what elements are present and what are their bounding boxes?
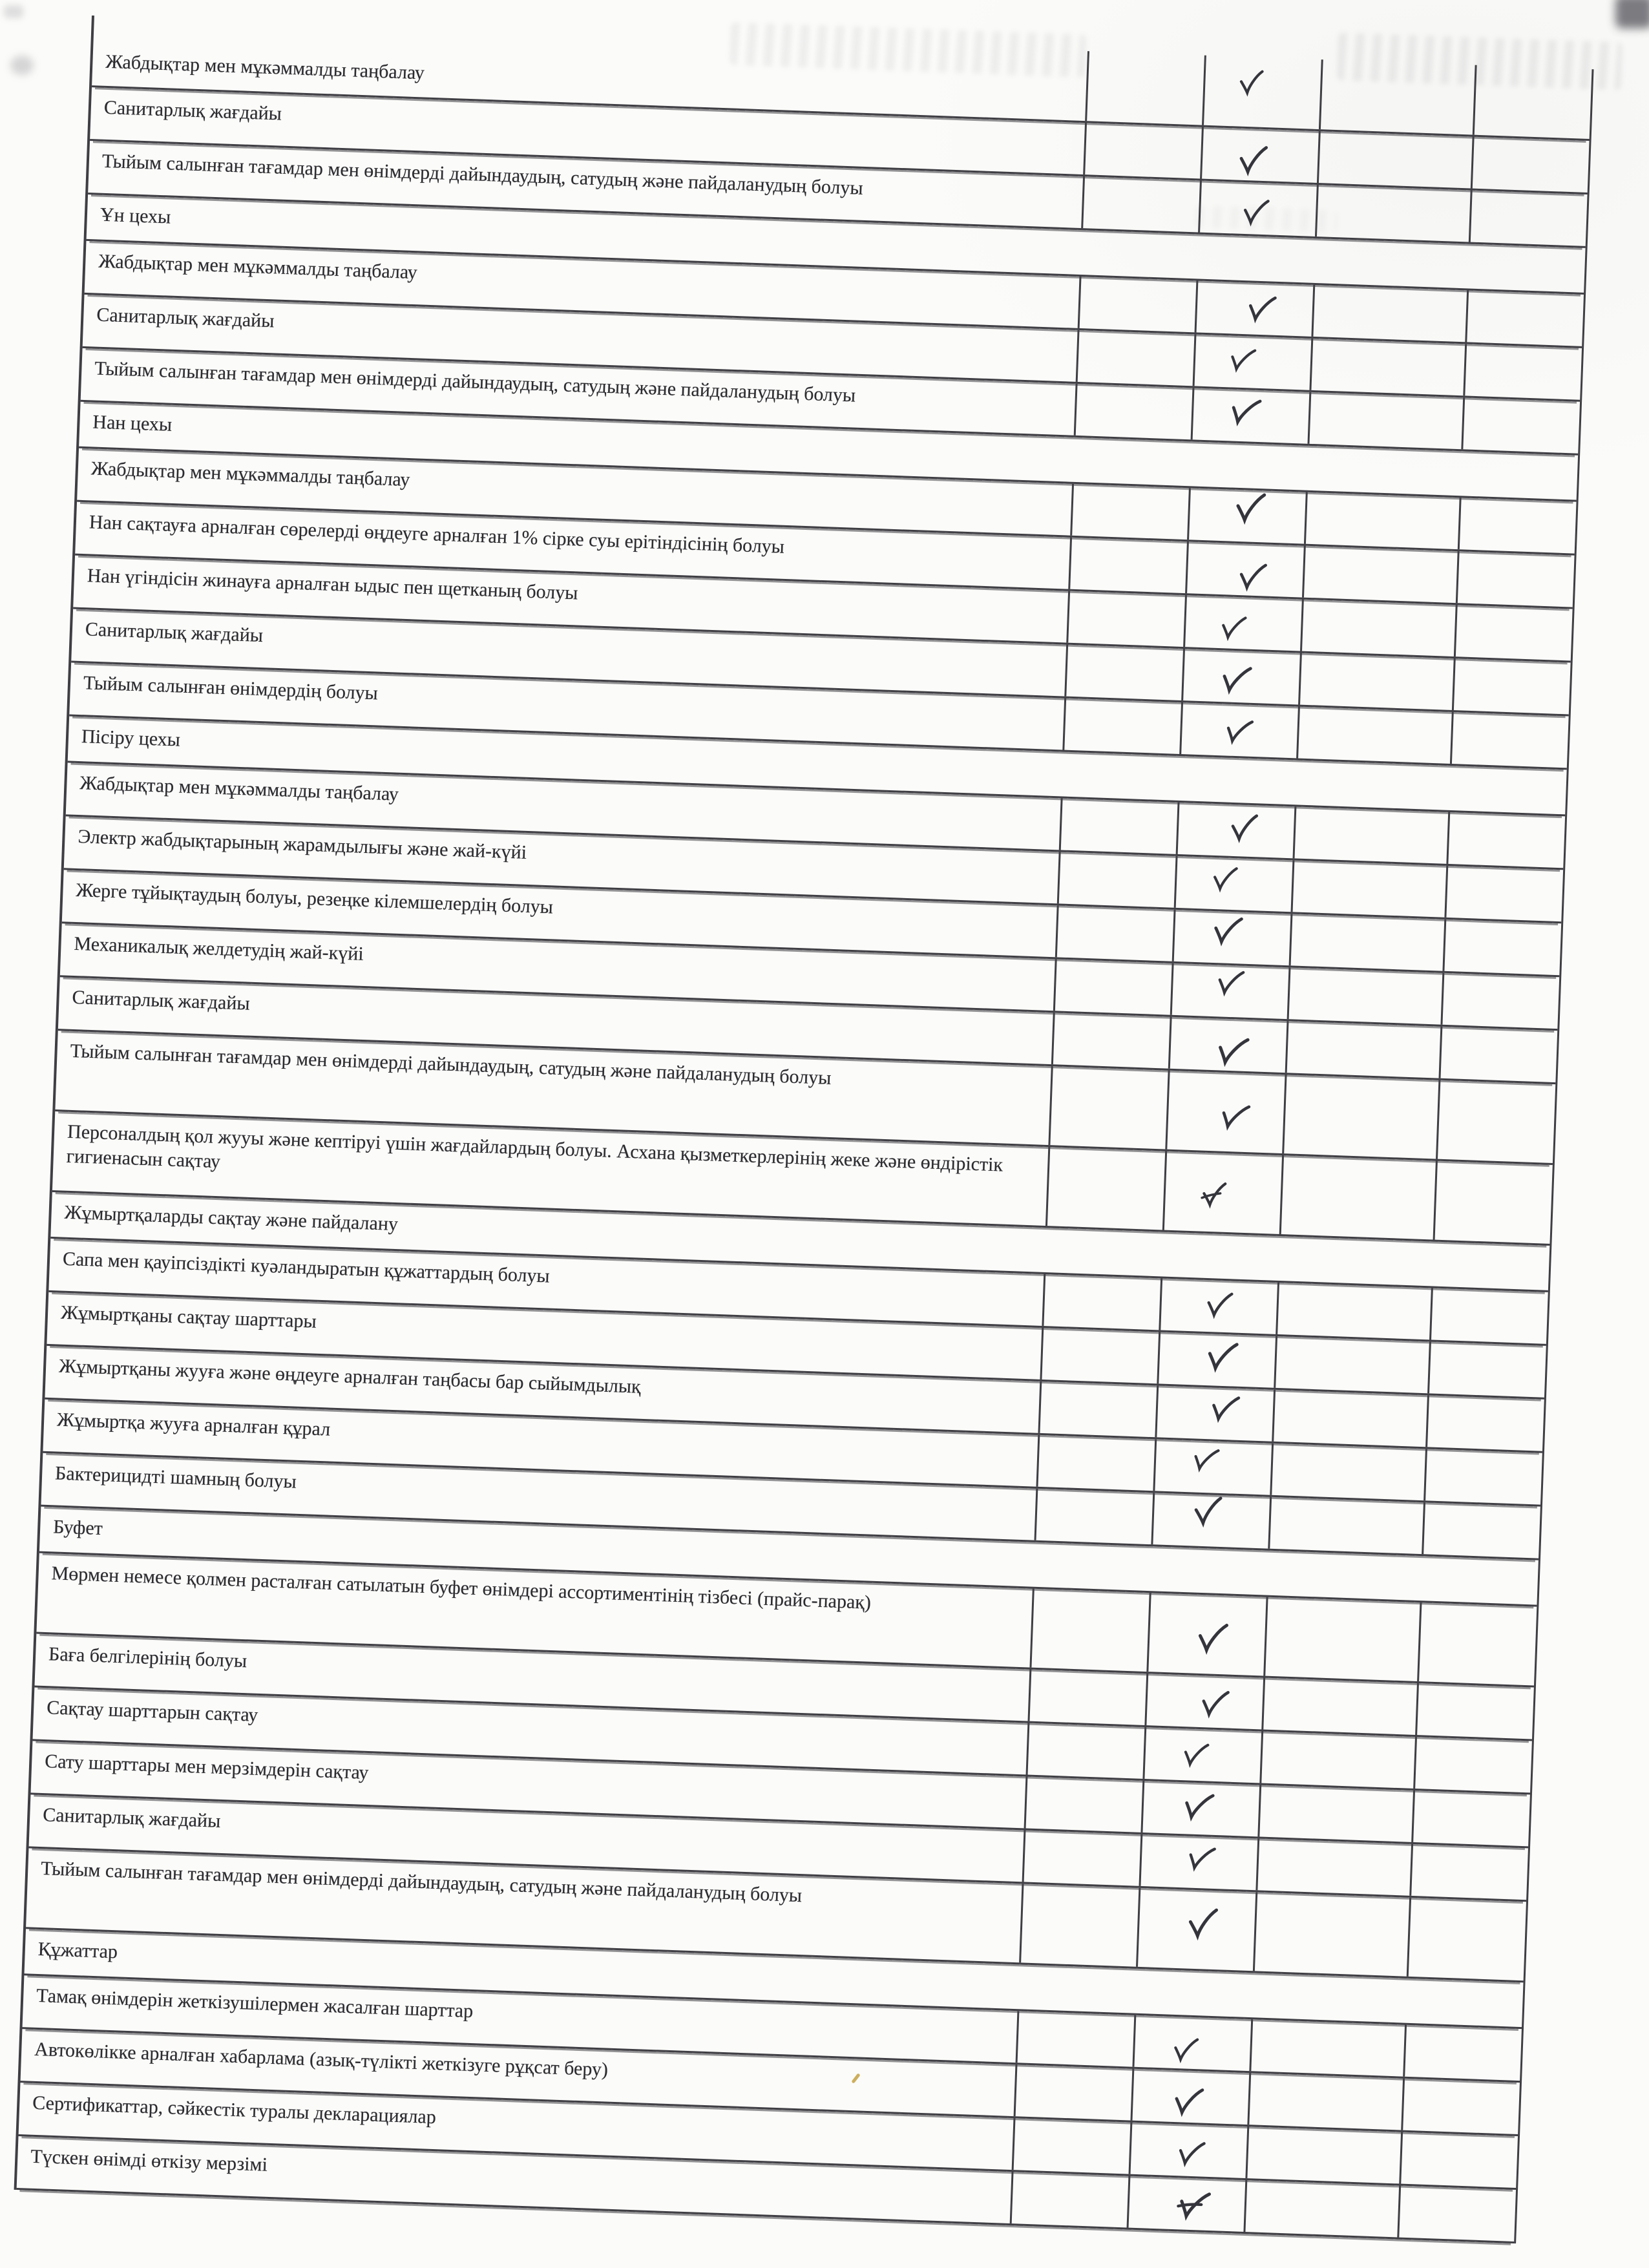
grade-cell-2 xyxy=(1136,1888,1255,1971)
grade-cell-4 xyxy=(1440,973,1559,1029)
criteria-cell: Тамақ өнімдерін жеткізушілермен жасалған шарттар xyxy=(36,1984,474,2022)
grade-cell-2 xyxy=(1176,803,1295,858)
criteria-cell: Сапа мен қауіпсіздікті куәландыратын құжаттардың болуы xyxy=(62,1248,551,1287)
grade-cell-1 xyxy=(1048,1066,1168,1149)
grade-cell-4 xyxy=(1446,812,1565,868)
grade-cell-2 xyxy=(1200,127,1319,183)
grade-cell-3 xyxy=(1282,1075,1438,1159)
grade-cell-4 xyxy=(1413,1737,1532,1792)
section-title-cell: Жұмыртқаларды сақтау және пайдалану xyxy=(64,1201,399,1235)
grade-cell-4 xyxy=(1417,1602,1537,1685)
criteria-cell: Жұмыртқаны жууға және өңдеуге арналған таңбасы бар сыйымдылық xyxy=(58,1355,642,1398)
checkmark-icon xyxy=(1206,1392,1245,1427)
grade-cell-3 xyxy=(1249,2019,1405,2076)
grade-cell-1 xyxy=(1066,591,1185,647)
grade-cell-1 xyxy=(1045,1147,1165,1230)
section-title-cell: Ұн цехы xyxy=(100,204,171,228)
grade-cell-1 xyxy=(1064,645,1183,700)
grade-cell-4 xyxy=(1454,605,1573,660)
checkmark-icon xyxy=(1169,2085,1208,2119)
grade-cell-2 xyxy=(1159,1278,1277,1334)
grade-cell-2 xyxy=(1202,56,1321,129)
scan-artifact-top-right xyxy=(1615,0,1649,28)
grade-cell-3 xyxy=(1257,1785,1413,1842)
grade-cell-2 xyxy=(1195,280,1314,336)
grade-cell-2 xyxy=(1132,2015,1251,2071)
grade-cell-3 xyxy=(1274,1336,1429,1393)
checkmark-icon xyxy=(1188,1495,1228,1529)
grade-cell-2 xyxy=(1140,1781,1259,1836)
grade-cell-1 xyxy=(1062,698,1181,754)
grade-cell-3 xyxy=(1296,706,1452,763)
grade-cell-2 xyxy=(1142,1727,1261,1783)
checkmark-icon xyxy=(1193,1622,1233,1656)
grade-cell-4 xyxy=(1463,344,1582,399)
grade-cell-1 xyxy=(1028,1670,1147,1725)
criteria-cell: Жабдықтар мен мұкәммалды таңбалау xyxy=(105,50,425,84)
grade-cell-1 xyxy=(1029,1589,1149,1672)
checkmark-icon xyxy=(1224,394,1266,431)
checkmark-icon xyxy=(1243,293,1281,326)
grade-cell-2 xyxy=(1151,1493,1270,1548)
criteria-cell: Мөрмен немесе қолмен расталған сатылатын буфет өнімдері ассортиментінің тізбесі (прайс-парақ) xyxy=(51,1562,872,1613)
grade-cell-2 xyxy=(1144,1674,1263,1729)
checkmark-icon xyxy=(1216,662,1257,698)
section-title-cell: Пісіру цехы xyxy=(81,726,181,751)
grade-cell-3 xyxy=(1270,1444,1425,1500)
checkmark-icon xyxy=(1178,1789,1219,1825)
grade-cell-3 xyxy=(1253,1892,1409,1976)
checkmark-icon xyxy=(1170,2037,1203,2065)
criteria-cell: Тыйым салынған тағамдар мен өнімдерді дайындаудың, сатудың және пайдаланудың болуы xyxy=(70,1040,832,1089)
grade-cell-4 xyxy=(1461,397,1580,453)
criteria-cell: Тыйым салынған тағамдар мен өнімдерді дайындаудың, сатудың және пайдаланудың болуы xyxy=(94,357,856,406)
checkmark-icon xyxy=(1231,492,1271,527)
grade-cell-4 xyxy=(1433,1161,1553,1244)
grade-cell-1 xyxy=(1059,798,1178,854)
criteria-cell: Тыйым салынған тағамдар мен өнімдерді дайындаудың, сатудың және пайдаланудың болуы xyxy=(101,150,864,199)
grade-cell-1 xyxy=(1051,1013,1170,1068)
checkmark-icon xyxy=(1215,1100,1255,1135)
grade-cell-1 xyxy=(1042,1274,1161,1330)
checkmark-icon xyxy=(1209,866,1241,894)
checkmark-icon xyxy=(1217,614,1251,644)
grade-cell-1 xyxy=(1040,1328,1159,1383)
grade-cell-3 xyxy=(1291,860,1447,917)
checkmark-icon xyxy=(1234,144,1273,178)
checkmark-icon xyxy=(1220,715,1257,749)
checkmark-icon xyxy=(1235,562,1272,593)
grade-cell-3 xyxy=(1276,1283,1431,1339)
grade-cell-3 xyxy=(1293,806,1449,863)
grade-cell-3 xyxy=(1298,653,1454,710)
grade-cell-4 xyxy=(1423,1449,1542,1504)
criteria-cell: Жұмыртқаны сақтау шарттары xyxy=(60,1301,317,1332)
grade-cell-4 xyxy=(1439,1027,1558,1082)
section-title-cell: Құжаттар xyxy=(37,1938,118,1963)
grade-cell-2 xyxy=(1139,1834,1257,1890)
grade-cell-3 xyxy=(1309,339,1465,395)
criteria-cell: Санитарлық жағдайы xyxy=(72,986,251,1014)
grade-cell-3 xyxy=(1315,185,1471,242)
checkmark-icon xyxy=(1226,813,1263,845)
checkmark-icon xyxy=(1212,967,1248,999)
grade-cell-2 xyxy=(1127,2176,1246,2232)
grade-cell-1 xyxy=(1074,384,1193,439)
grade-cell-4 xyxy=(1409,1844,1528,1900)
grade-cell-3 xyxy=(1268,1497,1423,1554)
grade-cell-2 xyxy=(1198,181,1317,236)
grade-cell-2 xyxy=(1172,910,1291,965)
grade-cell-3 xyxy=(1311,285,1467,342)
criteria-cell: Жабдықтар мен мұкәммалды таңбалау xyxy=(98,250,418,284)
checkmark-icon xyxy=(1203,1290,1237,1321)
grade-cell-1 xyxy=(1081,176,1200,232)
grade-cell-3 xyxy=(1307,392,1463,449)
grade-cell-4 xyxy=(1397,2186,1516,2242)
criteria-cell: Автокөлікке арналған хабарлама (азық-түлікті жеткізуге рұқсат беру) xyxy=(34,2038,609,2081)
grade-cell-4 xyxy=(1471,137,1590,193)
grade-cell-4 xyxy=(1436,1080,1555,1163)
grade-cell-1 xyxy=(1053,959,1172,1014)
checkmark-icon xyxy=(1188,1445,1223,1476)
criteria-cell: Сату шарттары мен мерзімдерін сақтау xyxy=(44,1750,369,1784)
grade-cell-4 xyxy=(1415,1683,1534,1739)
grade-cell-2 xyxy=(1193,334,1312,390)
grade-cell-3 xyxy=(1287,967,1443,1024)
criteria-cell: Тыйым салынған тағамдар мен өнімдерді дайындаудың, сатудың және пайдаланудың болуы xyxy=(40,1858,803,1907)
grade-cell-2 xyxy=(1185,541,1304,597)
criteria-cell: Жұмыртқа жууға арналған құрал xyxy=(56,1409,331,1440)
grade-cell-1 xyxy=(1083,123,1202,178)
grade-cell-2 xyxy=(1170,963,1289,1019)
grade-cell-4 xyxy=(1456,551,1575,607)
grade-cell-1 xyxy=(1022,1830,1141,1885)
grade-cell-2 xyxy=(1179,702,1298,758)
grade-cell-4 xyxy=(1465,290,1584,346)
grade-cell-3 xyxy=(1302,546,1458,603)
criteria-cell: Персоналдың қол жууы және кептіруі үшін жағдайлардың болуы. Асхана қызметкерлерінің жеке және өндірістік гигиенасын сақтау xyxy=(66,1120,1003,1176)
criteria-cell: Сертификаттар, сәйкестік туралы декларациялар xyxy=(32,2092,437,2128)
criteria-cell: Жабдықтар мен мұкәммалды таңбалау xyxy=(90,457,410,491)
checkmark-icon xyxy=(1208,915,1248,949)
checkmark-icon xyxy=(1211,1033,1254,1071)
section-title-cell: Буфет xyxy=(52,1516,103,1540)
grade-cell-3 xyxy=(1259,1731,1415,1788)
grade-cell-1 xyxy=(1076,330,1195,386)
grade-cell-2 xyxy=(1130,2069,1249,2125)
grade-cell-4 xyxy=(1411,1790,1530,1846)
grade-cell-1 xyxy=(1085,51,1204,125)
grade-cell-2 xyxy=(1165,1071,1285,1153)
criteria-cell: Санитарлық жағдайы xyxy=(103,96,282,125)
grade-cell-3 xyxy=(1285,1021,1441,1078)
criteria-cell: Санитарлық жағдайы xyxy=(85,618,264,647)
grade-cell-2 xyxy=(1146,1593,1266,1675)
grade-cell-4 xyxy=(1403,2025,1522,2081)
grade-cell-4 xyxy=(1452,658,1571,714)
scan-artifact-left-margin xyxy=(10,56,34,75)
grade-cell-4 xyxy=(1399,2132,1518,2188)
criteria-cell: Электр жабдықтарының жарамдылығы және жай-күйі xyxy=(77,826,527,863)
grade-cell-1 xyxy=(1016,2011,1135,2066)
grade-cell-4 xyxy=(1442,919,1561,975)
grade-cell-4 xyxy=(1444,866,1563,921)
criteria-cell: Механикалық желдетудің жай-күйі xyxy=(74,932,364,965)
criteria-cell: Санитарлық жағдайы xyxy=(96,304,275,332)
checkmark-icon xyxy=(1235,68,1269,99)
grade-cell-1 xyxy=(1055,905,1174,961)
grade-cell-1 xyxy=(1070,484,1189,540)
grade-cell-3 xyxy=(1300,600,1456,656)
checkmark-icon xyxy=(1239,198,1274,228)
grade-cell-2 xyxy=(1168,1017,1287,1073)
scan-artifact-top-left xyxy=(4,5,23,18)
grade-cell-3 xyxy=(1245,2126,1401,2183)
checkmark-icon xyxy=(1182,1842,1221,1876)
grade-cell-4 xyxy=(1458,498,1577,553)
criteria-cell: Тыйым салынған өнімдердің болуы xyxy=(83,672,379,704)
grade-cell-3 xyxy=(1243,2180,1399,2237)
grade-cell-4 xyxy=(1422,1502,1540,1558)
grade-cell-1 xyxy=(1038,1381,1157,1437)
criteria-cell: Түскен өнімді өткізу мерзімі xyxy=(30,2145,268,2176)
criteria-cell: Нан үгіндісін жинауға арналған ыдыс пен щетканың болуы xyxy=(87,565,579,604)
grade-cell-4 xyxy=(1450,712,1569,768)
checkmark-icon xyxy=(1173,2138,1210,2170)
grade-cell-1 xyxy=(1026,1723,1145,1779)
checkmark-icon xyxy=(1172,2187,1216,2225)
grade-cell-3 xyxy=(1279,1155,1436,1239)
grade-cell-2 xyxy=(1174,856,1293,912)
grade-cell-3 xyxy=(1319,59,1475,134)
grade-cell-3 xyxy=(1304,492,1460,549)
grade-cell-1 xyxy=(1024,1776,1143,1832)
grade-cell-1 xyxy=(1036,1435,1155,1491)
grade-cell-3 xyxy=(1289,914,1445,971)
grade-cell-4 xyxy=(1429,1288,1548,1343)
grade-cell-4 xyxy=(1469,190,1588,246)
grade-cell-1 xyxy=(1078,277,1197,332)
criteria-cell: Жерге тұйықтаудың болуы, резеңке кілемшелердің болуы xyxy=(75,879,554,918)
grade-cell-2 xyxy=(1153,1439,1272,1495)
criteria-cell: Санитарлық жағдайы xyxy=(42,1804,221,1832)
grade-cell-4 xyxy=(1427,1341,1546,1397)
grade-cell-3 xyxy=(1317,131,1473,188)
checklist-table xyxy=(14,16,1594,2243)
grade-cell-4 xyxy=(1401,2079,1520,2134)
grade-cell-4 xyxy=(1425,1395,1544,1451)
grade-cell-4 xyxy=(1407,1898,1526,1980)
grade-cell-4 xyxy=(1473,65,1592,139)
checkmark-icon xyxy=(1198,1181,1232,1210)
grade-cell-2 xyxy=(1191,388,1310,443)
grade-cell-3 xyxy=(1272,1390,1427,1447)
grade-cell-2 xyxy=(1183,595,1302,651)
grade-cell-1 xyxy=(1035,1489,1153,1544)
grade-cell-2 xyxy=(1187,488,1306,543)
grade-cell-2 xyxy=(1157,1332,1276,1387)
checkmark-icon xyxy=(1197,1688,1234,1721)
checkmark-icon xyxy=(1202,1339,1243,1376)
grade-cell-3 xyxy=(1261,1678,1417,1735)
grade-cell-3 xyxy=(1247,2073,1403,2130)
grade-cell-2 xyxy=(1181,649,1300,704)
grade-cell-1 xyxy=(1014,2064,1133,2120)
checkmark-icon xyxy=(1225,345,1261,376)
checkmark-icon xyxy=(1182,1906,1224,1942)
grade-cell-1 xyxy=(1012,2118,1131,2174)
grade-cell-2 xyxy=(1155,1385,1274,1441)
criteria-cell: Бактерицидті шамның болуы xyxy=(54,1462,297,1493)
grade-cell-2 xyxy=(1162,1151,1282,1234)
grade-cell-2 xyxy=(1129,2123,1248,2178)
grade-cell-1 xyxy=(1068,538,1187,593)
criteria-cell: Жабдықтар мен мұкәммалды таңбалау xyxy=(79,772,399,805)
grade-cell-3 xyxy=(1263,1597,1420,1681)
grade-cell-3 xyxy=(1255,1838,1411,1895)
criteria-cell: Баға белгілерінің болуы xyxy=(48,1643,247,1672)
criteria-cell: Сақтау шарттарын сақтау xyxy=(46,1697,258,1726)
criteria-cell: Нан сақтауға арналған сөрелерді өңдеуге арналған 1% сірке суы ерітіндісінің болуы xyxy=(89,511,785,558)
grade-cell-1 xyxy=(1057,852,1176,907)
checkmark-icon xyxy=(1179,1741,1213,1771)
grade-cell-1 xyxy=(1019,1884,1139,1966)
section-title-cell: Нан цехы xyxy=(92,411,173,436)
grade-cell-1 xyxy=(1010,2172,1129,2227)
